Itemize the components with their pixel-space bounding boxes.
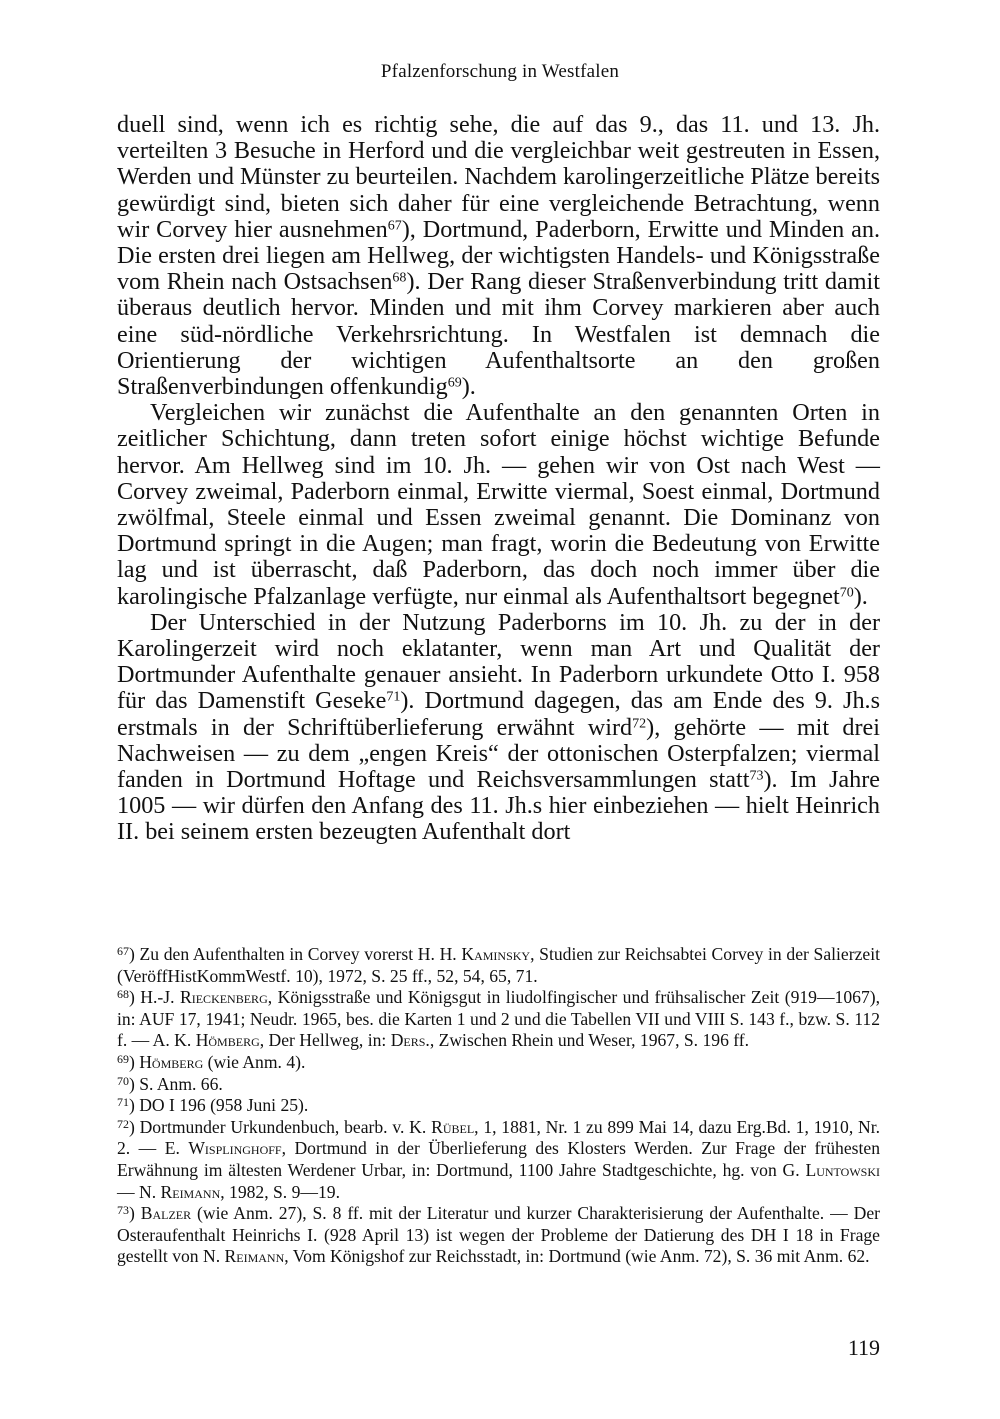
footnote-ref-73: 73	[749, 767, 764, 784]
footnote: $^{71}$) DO I 196 (958 Juni 25).	[117, 1095, 309, 1116]
footnotes	[117, 944, 880, 1268]
paragraph: duell sind, wenn ich es richtig sehe, die auf das 9., das 11. und 13. Jh. verteilten 3 Besuche in Herford und die vergleichbar weit gestreuten in Essen, Werden und Münster zu beurteilen. Nachdem karolingerzeitliche Plätze bereits gewürdigt sind, bieten sich daher für eine vergleichende Betrachtung, wenn wir Corvey hier ausnehmen$^{67}$), Dortmund, Paderborn, Erwitte und Minden an. Die ersten drei liegen am Hellweg, der wichtigsten Handels- und Königsstraße vom Rhein nach Ostsachsen$^{68}$). Der Rang dieser Straßenverbindung tritt damit überaus deutlich hervor. Minden und mit ihm Corvey markieren aber auch eine süd-nördliche Verkehrsrichtung. In Westfalen ist demnach die Orientierung der wichtigen Aufenthaltsorte an den großen Straßenverbindungen offenkundig$^{69}$).	[117, 111, 881, 401]
running-head: Pfalzenforschung in Westfalen	[380, 61, 620, 82]
footnote-ref-71: 71	[386, 688, 401, 705]
footnote-ref-72: 72	[632, 714, 647, 731]
page-number: 119	[847, 1335, 880, 1360]
footnote: $^{67}$) Zu den Aufenthalten in Corvey vorerst H. H. Kaminsky, Studien zur Reichsabtei Corvey in der Salierzeit (VeröffHistKommWestf. 10), 1972, S. 25 ff., 52, 54, 65, 71.	[117, 944, 880, 986]
footnote-ref-67: 67	[387, 217, 402, 234]
footnote: $^{72}$) Dortmunder Urkundenbuch, bearb. v. K. Rübel, 1, 1881, Nr. 1 zu 899 Mai 14, dazu Erg.Bd. 1, 1910, Nr. 2. — E. Wisplinghoff, Dortmund in der Überlieferung des Klosters Werden. Zur Frage der frühesten Erwähnung im ältesten Werdener Urbar, in: Dortmund, 1100 Jahre Stadtgeschichte, hg. von G. Luntowski — N. Reimann, 1982, S. 9—19.	[117, 1116, 880, 1202]
main-text	[117, 112, 880, 846]
footnote-ref-69: 69	[447, 374, 462, 391]
footnote: $^{68}$) H.-J. Rieckenberg, Königsstraße und Königsgut in liudolfingischer und frühsalischer Zeit (919—1067), in: AUF 17, 1941; Neudr. 1965, bes. die Karten 1 und 2 und die Tabellen VII und VIII S. 143 f., bzw. S. 112 f. — A. K. Hömberg, Der Hellweg, in: Ders., Zwischen Rhein und Weser, 1967, S. 196 ff.	[117, 987, 880, 1051]
footnote-ref-70: 70	[839, 583, 854, 600]
footnote-ref-68: 68	[392, 269, 407, 286]
footnote: $^{70}$) S. Anm. 66.	[117, 1073, 223, 1094]
paragraph: Der Unterschied in der Nutzung Paderborns im 10. Jh. zu der in der Karolingerzeit wird noch eklatanter, wenn man Art und Qualität der Dortmunder Aufenthalte genauer ansieht. In Paderborn urkundete Otto I. 958 für das Damenstift Geseke$^{71}$). Dortmund dagegen, das am Ende des 9. Jh.s erstmals in der Schriftüberlieferung erwähnt wird$^{72}$), gehörte — mit drei Nachweisen — zu dem „engen Kreis“ der ottonischen Osterpfalzen; viermal fanden in Dortmund Hoftage und Reichsversammlungen statt$^{73}$). Im Jahre 1005 — wir dürfen den Anfang des 11. Jh.s hier einbeziehen — hielt Heinrich II. bei seinem ersten bezeugten Aufenthalt dort	[117, 608, 880, 846]
footnote: $^{69}$) Hömberg (wie Anm. 4).	[117, 1051, 306, 1072]
footnote: $^{73}$) Balzer (wie Anm. 27), S. 8 ff. mit der Literatur und kurzer Charakterisierung der Aufenthalte. — Der Osteraufenthalt Heinrichs I. (928 April 13) ist wegen der Probleme der Datierung des DH I 18 in Frage gestellt von N. Reimann, Vom Königshof zur Reichsstadt, in: Dortmund (wie Anm. 72), S. 36 mit Anm. 62.	[117, 1203, 880, 1267]
paragraph: Vergleichen wir zunächst die Aufenthalte an den genannten Orten in zeitlicher Schichtung, dann treten sofort einige höchst wichtige Befunde hervor. Am Hellweg sind im 10. Jh. — gehen wir von Ost nach West — Corvey zweimal, Paderborn einmal, Erwitte viermal, Soest einmal, Dortmund zwölfmal, Steele einmal und Essen zweimal genannt. Die Dominanz von Dortmund springt in die Augen; man fragt, worin die Bedeutung von Erwitte lag und ist überrascht, daß Paderborn, das doch noch immer über die karolingische Pfalzanlage verfügte, nur einmal als Aufenthaltsort begegnet$^{70}$).	[117, 399, 880, 610]
